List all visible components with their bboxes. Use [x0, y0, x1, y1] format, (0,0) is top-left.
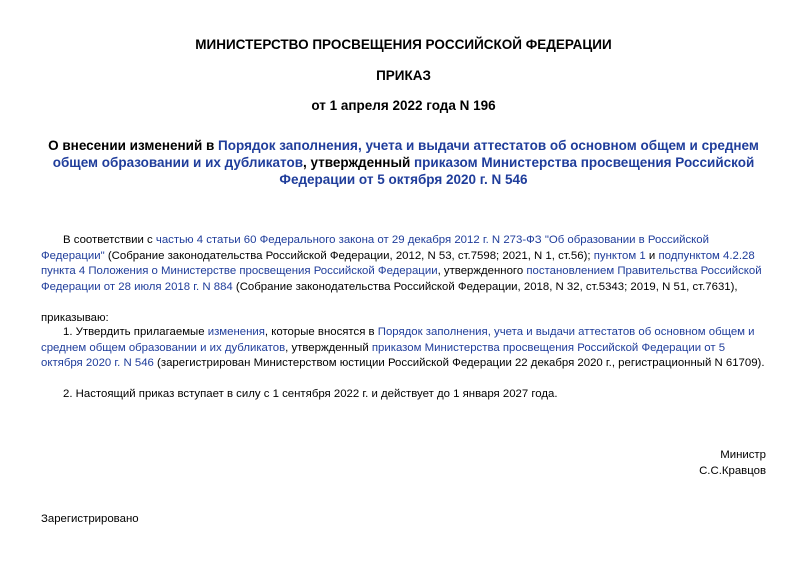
signature-position: Министр: [720, 449, 766, 461]
item-2-paragraph: 2. Настоящий приказ вступает в силу с 1 сентября 2022 г. и действует до 1 января 2027 года.: [63, 388, 558, 400]
document-title: [40, 137, 767, 188]
link-procedure[interactable]: Порядок заполнения, учета и выдачи аттестатов об основном общем и среднем общем образовании и их дубликатов: [52, 138, 759, 170]
preamble-text-1: В соответствии с: [63, 234, 156, 246]
title-text-2: , утвержденный: [303, 155, 415, 170]
link-changes[interactable]: изменения: [207, 326, 265, 338]
order-word: приказываю:: [41, 312, 109, 324]
preamble-text-4: , утвержденного: [437, 265, 527, 277]
doc-type-heading: ПРИКАЗ: [376, 68, 431, 83]
item1-text-4: (зарегистрирован Министерством юстиции Российской Федерации 22 декабря 2020 г., регистрационный N 61709).: [153, 357, 765, 369]
ministry-heading: МИНИСТЕРСТВО ПРОСВЕЩЕНИЯ РОССИЙСКОЙ ФЕДЕРАЦИИ: [195, 37, 612, 52]
link-item1-procedure[interactable]: Порядок заполнения, учета и выдачи аттестатов об основном общем и среднем общем образовании и их дубликатов: [41, 326, 755, 354]
link-item1-order-546[interactable]: приказом Министерства просвещения Российской Федерации от 5 октября 2020 г. N 546: [41, 341, 726, 369]
title-text-1: О внесении изменений в: [48, 138, 219, 153]
date-number-heading: от 1 апреля 2022 года N 196: [311, 98, 496, 113]
link-subpoint-4-2-28[interactable]: подпунктом 4.2.28 пункта 4 Положения о Министерстве просвещения Российской Федерации: [41, 249, 755, 277]
item1-text-1: 1. Утвердить прилагаемые: [63, 326, 208, 338]
preamble-paragraph: [41, 233, 767, 295]
link-order-546[interactable]: приказом Министерства просвещения Российской Федерации от 5 октября 2020 г. N 546: [279, 155, 755, 187]
preamble-text-2: (Собрание законодательства Российской Федерации, 2012, N 53, ст.7598; 2021, N 1, ст.56);: [104, 249, 594, 262]
link-point-1[interactable]: пунктом 1: [593, 249, 646, 262]
signature-name: С.С.Кравцов: [699, 465, 766, 477]
item1-text-3: , утвержденный: [285, 341, 372, 354]
preamble-text-5: (Собрание законодательства Российской Федерации, 2018, N 32, ст.5343; 2019, N 51, ст.7631),: [232, 280, 738, 293]
link-law-273[interactable]: частью 4 статьи 60 Федерального закона от 29 декабря 2012 г. N 273-ФЗ "Об образовании в Российской Федерации": [41, 234, 709, 262]
item1-text-2: , которые вносятся в: [264, 326, 378, 338]
link-resolution-884[interactable]: постановлением Правительства Российской Федерации от 28 июля 2018 г. N 884: [41, 265, 762, 293]
preamble-text-3: и: [645, 249, 659, 262]
registered-label: Зарегистрировано: [41, 513, 139, 525]
item-1-paragraph: [41, 325, 767, 372]
